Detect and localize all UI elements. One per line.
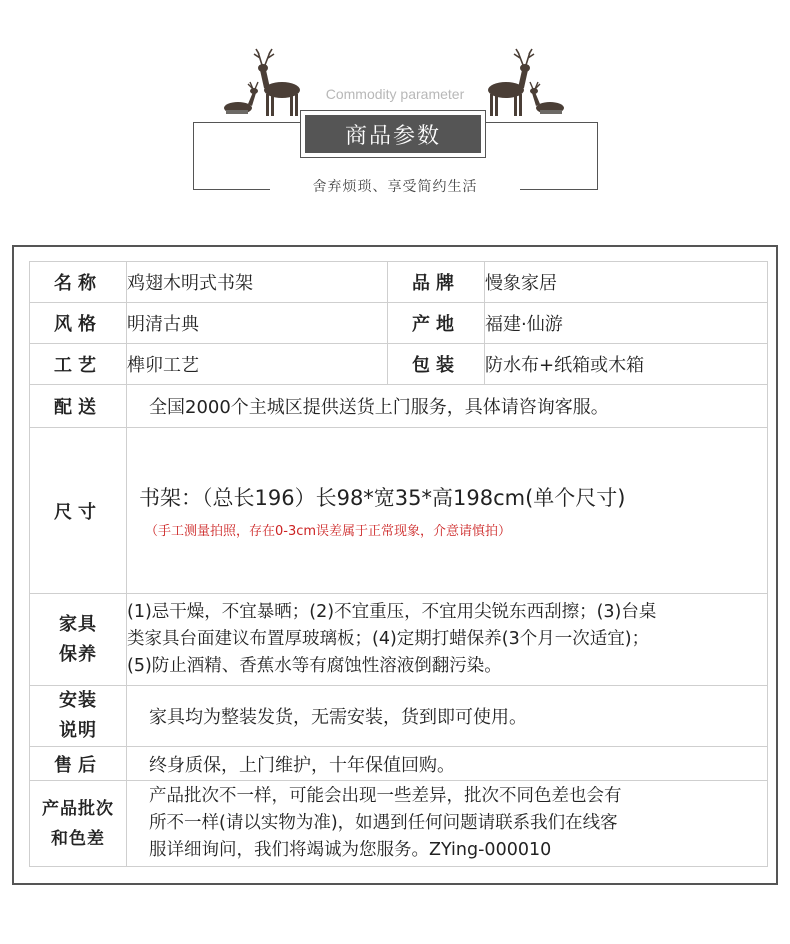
- delivery-label: 配送: [30, 385, 127, 428]
- table-row: [30, 344, 768, 385]
- batch-line: 产品批次不一样，可能会出现一些差异，批次不同色差也会有: [149, 786, 622, 806]
- size-cell: [127, 428, 768, 594]
- batch-label-line: 和色差: [51, 828, 105, 849]
- size-label: 尺寸: [30, 428, 127, 594]
- care-value: [127, 594, 768, 686]
- size-value: 书架：（总长196）长98*宽35*高198cm(单个尺寸): [139, 486, 626, 510]
- install-value: 家具均为整装发货，无需安装，货到即可使用。: [127, 686, 768, 747]
- table-row: [30, 303, 768, 344]
- table-row: [30, 686, 768, 747]
- care-label: [30, 594, 127, 686]
- care-line: 类家具台面建议布置厚玻璃板；(4)定期打蜡保养(3个月一次适宜)；: [127, 629, 650, 649]
- craft-value: 榫卯工艺: [127, 344, 388, 385]
- brand-value: 慢象家居: [485, 262, 768, 303]
- size-note: （手工测量拍照，存在0-3cm误差属于正常现象，介意请慎拍）: [145, 524, 512, 539]
- header-subtitle: 舍弃烦琐、享受简约生活: [312, 179, 478, 195]
- header: [0, 0, 790, 230]
- title-badge: [300, 110, 486, 158]
- aftersale-label: 售后: [30, 747, 127, 781]
- craft-label: 工艺: [30, 344, 127, 385]
- care-label-line: 家具: [59, 613, 97, 635]
- care-line: (5)防止酒精、香蕉水等有腐蚀性溶液倒翻污染。: [127, 656, 502, 676]
- package-value: 防水布+纸箱或木箱: [485, 344, 768, 385]
- table-row: [30, 385, 768, 428]
- table-row: [30, 781, 768, 867]
- table-row: [30, 262, 768, 303]
- care-line: (1)忌干燥，不宜暴晒；(2)不宜重压，不宜用尖锐东西刮擦；(3)台桌: [127, 602, 657, 622]
- style-label: 风格: [30, 303, 127, 344]
- table-row: [30, 594, 768, 686]
- header-en-title: Commodity parameter: [325, 86, 465, 102]
- care-label-line: 保养: [59, 643, 97, 665]
- batch-line: 服详细询问，我们将竭诚为您服务。ZYing-000010: [149, 840, 552, 860]
- origin-value: 福建·仙游: [485, 303, 768, 344]
- batch-value: [127, 781, 768, 867]
- origin-label: 产地: [388, 303, 485, 344]
- brand-label: 品牌: [388, 262, 485, 303]
- spec-panel: [12, 245, 778, 885]
- batch-label-line: 产品批次: [42, 798, 114, 819]
- page-title: 商品参数: [305, 115, 481, 153]
- table-row: [30, 747, 768, 781]
- deer-pair-right-icon: [482, 48, 568, 120]
- install-label-line: 说明: [59, 720, 97, 741]
- style-value: 明清古典: [127, 303, 388, 344]
- name-value: 鸡翅木明式书架: [127, 262, 388, 303]
- aftersale-value: 终身质保，上门维护，十年保值回购。: [127, 747, 768, 781]
- batch-label: [30, 781, 127, 867]
- install-label-line: 安装: [59, 690, 97, 711]
- name-label: 名称: [30, 262, 127, 303]
- package-label: 包装: [388, 344, 485, 385]
- table-row: [30, 428, 768, 594]
- delivery-value: 全国2000个主城区提供送货上门服务，具体请咨询客服。: [127, 385, 768, 428]
- install-label: [30, 686, 127, 747]
- spec-table: [29, 261, 768, 867]
- deer-pair-left-icon: [220, 48, 306, 120]
- batch-line: 所不一样(请以实物为准)，如遇到任何问题请联系我们在线客: [149, 813, 618, 833]
